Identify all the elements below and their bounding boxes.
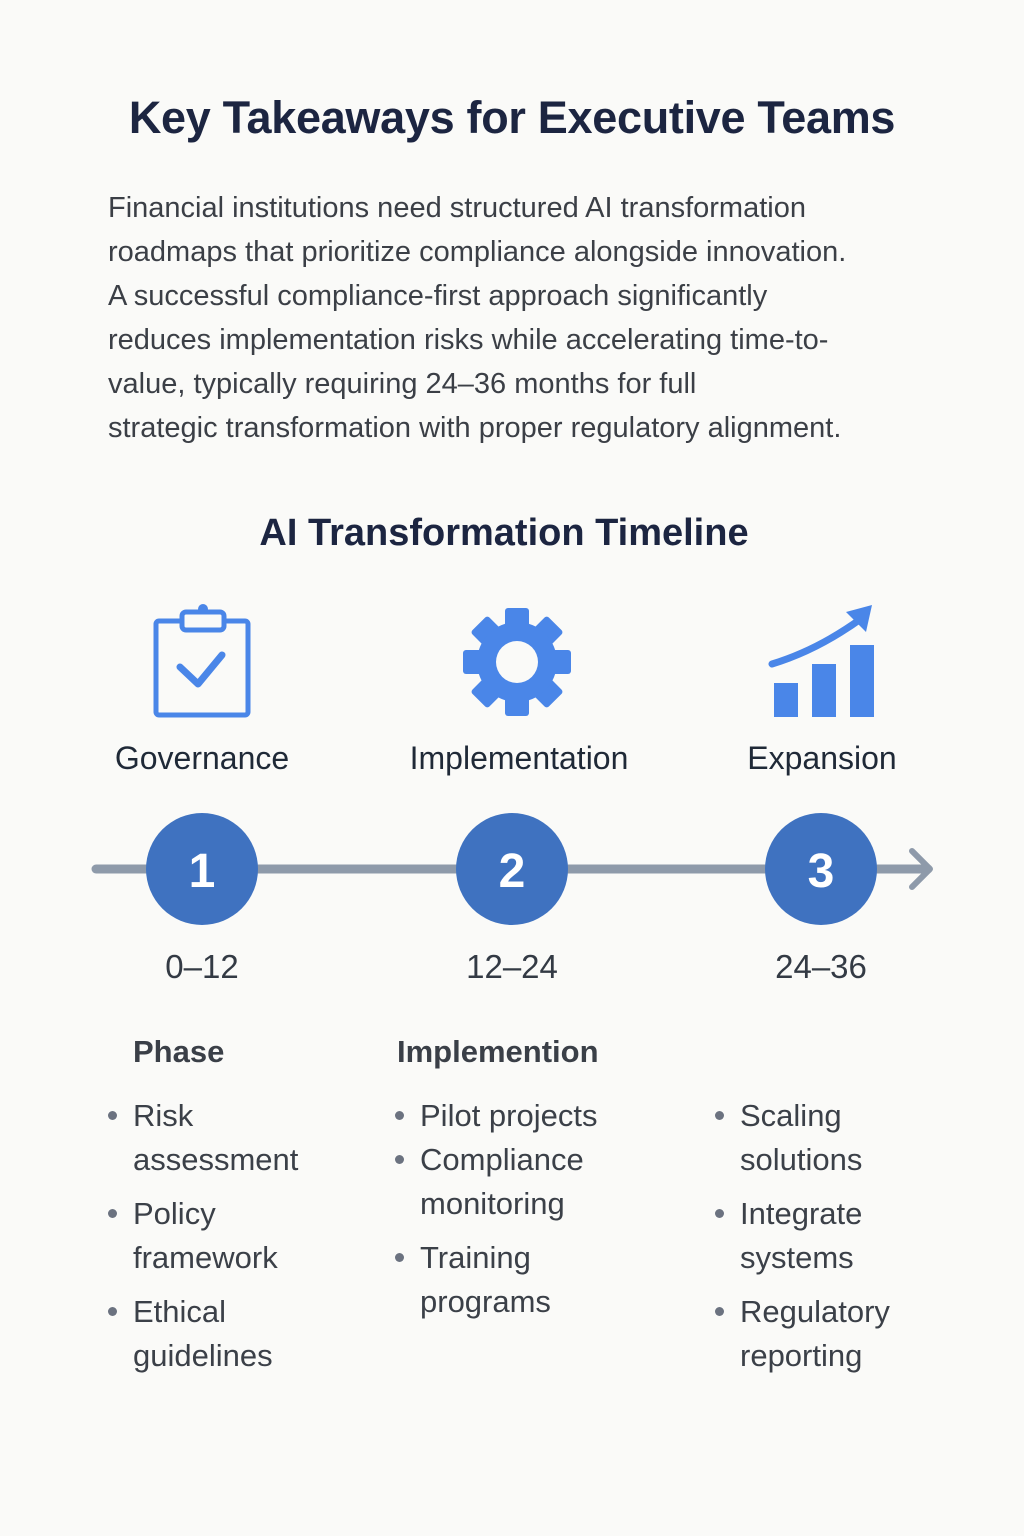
list-item: Pilot projects	[395, 1094, 645, 1138]
list-item: Integrate systems	[715, 1192, 925, 1280]
phase-name-governance: Governance	[114, 740, 290, 776]
phase-name-expansion: Expansion	[747, 740, 897, 776]
list-item: Policy framework	[108, 1192, 338, 1280]
gear-icon	[463, 608, 571, 716]
intro-line: Financial institutions need structured AI transformation	[108, 192, 806, 224]
list-item: Regulatory reporting	[715, 1290, 925, 1378]
list-item: Ethical guidelines	[108, 1290, 338, 1378]
intro-line: A successful compliance-first approach significantly	[108, 280, 768, 312]
clipboard-check-icon	[156, 604, 248, 715]
column-heading: Implemention	[397, 1034, 599, 1069]
phase-number: 1	[188, 845, 216, 898]
page-title: Key Takeaways for Executive Teams	[128, 92, 896, 143]
intro-line: reduces implementation risks while accelerating time-to-	[108, 324, 829, 356]
timeline-title: AI Transformation Timeline	[259, 512, 749, 554]
expansion-task-list	[715, 1094, 925, 1388]
phase-number: 2	[498, 845, 526, 898]
intro-line: strategic transformation with proper regulatory alignment.	[108, 412, 842, 444]
intro-line: roadmaps that prioritize compliance alongside innovation.	[108, 236, 847, 268]
phase-name-implementation: Implementation	[409, 740, 629, 776]
implementation-task-list	[395, 1094, 645, 1334]
column-heading: Phase	[133, 1034, 225, 1069]
governance-task-list	[108, 1094, 338, 1388]
phase-range: 0–12	[165, 948, 239, 985]
growth-chart-icon	[772, 605, 874, 717]
phase-range: 12–24	[466, 948, 558, 985]
phase-range: 24–36	[775, 948, 867, 985]
phase-number: 3	[807, 845, 835, 898]
intro-line: value, typically requiring 24–36 months for full	[108, 368, 697, 400]
list-item: Compliance monitoring	[395, 1138, 645, 1226]
list-item: Training programs	[395, 1236, 645, 1324]
list-item: Scaling solutions	[715, 1094, 925, 1182]
list-item: Risk assessment	[108, 1094, 338, 1182]
